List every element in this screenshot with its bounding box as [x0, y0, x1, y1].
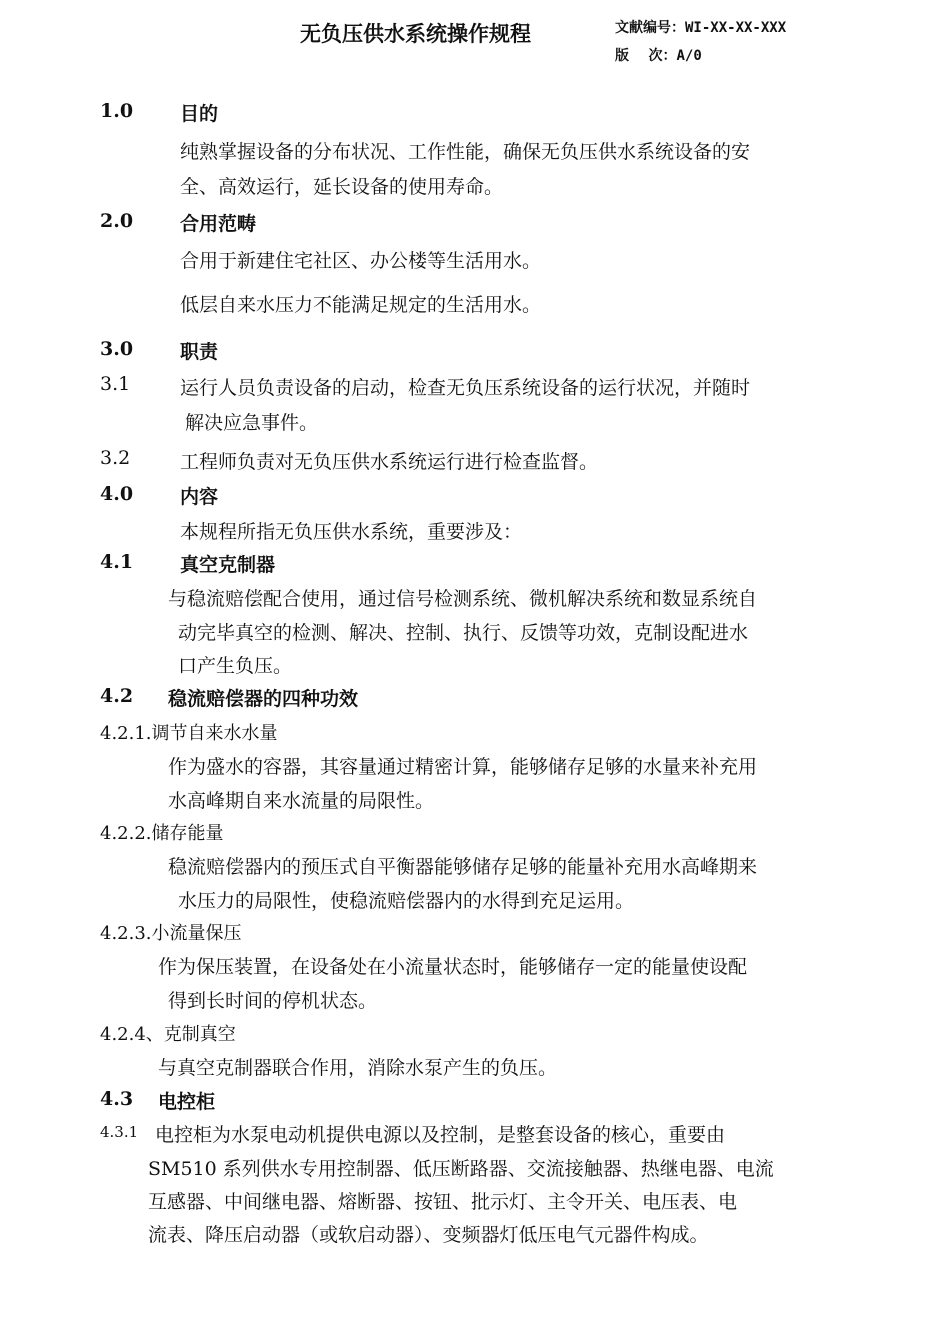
section-2-line-2: 低层自来水压力不能满足规定的生活用水。 [180, 294, 542, 316]
section-3-number: 3.0 [100, 338, 134, 360]
section-4-1-heading: 真空克制器 [180, 554, 276, 576]
doc-number [615, 17, 786, 37]
section-4-2-2-title: 4.2.2.储存能量 [100, 823, 224, 844]
section-4-1-line-2: 动完毕真空的检测、解决、控制、执行、反馈等功效，克制设配进水 [178, 622, 749, 644]
section-4-2-1-title: 4.2.1.调节自来水水量 [100, 723, 278, 744]
item-4-3-1-line-1: 电控柜为水泵电动机提供电源以及控制，是整套设备的核心，重要由 [155, 1124, 726, 1146]
section-4-2-number: 4.2 [100, 685, 134, 707]
item-4-3-1-number: 4.3.1 [100, 1123, 139, 1141]
section-4-2-3-line-1: 作为保压装置，在设备处在小流量状态时，能够储存一定的能量使设配 [158, 956, 748, 978]
section-4-2-4-line-1: 与真空克制器联合作用，消除水泵产生的负压。 [158, 1057, 558, 1079]
section-4-2-1-line-2: 水高峰期自来水流量的局限性。 [168, 790, 435, 812]
doc-version [615, 45, 702, 65]
section-4-2-2-line-1: 稳流赔偿器内的预压式自平衡器能够储存足够的能量补充用水高峰期来 [168, 856, 758, 878]
section-1-heading: 目的 [180, 103, 219, 125]
document-title: 无负压供水系统操作规程 [300, 22, 531, 46]
section-4-3-heading: 电控柜 [158, 1091, 216, 1113]
section-4-2-4-title: 4.2.4、克制真空 [100, 1024, 236, 1045]
doc-version-label: 版 次： [615, 48, 677, 64]
section-4-2-1-line-1: 作为盛水的容器，其容量通过精密计算，能够储存足够的水量来补充用 [168, 756, 758, 778]
section-4-1-line-3: 口产生负压。 [178, 655, 293, 677]
doc-version-value: A/0 [676, 48, 702, 64]
section-1-line-1: 纯熟掌握设备的分布状况、工作性能，确保无负压供水系统设备的安 [180, 141, 751, 163]
item-3-1-line-1: 运行人员负责设备的启动，检查无负压系统设备的运行状况，并随时 [180, 377, 751, 399]
doc-number-value: WI-XX-XX-XXX [685, 20, 787, 36]
section-1-line-2: 全、高效运行，延长设备的使用寿命。 [180, 176, 504, 198]
section-4-2-3-line-2: 得到长时间的停机状态。 [168, 990, 378, 1012]
section-3-heading: 职责 [180, 341, 219, 363]
item-4-3-1-line-2: SM510 系列供水专用控制器、低压断路器、交流接触器、热继电器、电流 [148, 1158, 774, 1180]
item-3-1-line-2: 解决应急事件。 [185, 412, 319, 434]
item-3-2-number: 3.2 [100, 447, 131, 469]
doc-number-label: 文献编号： [615, 20, 685, 36]
section-4-intro: 本规程所指无负压供水系统，重要涉及： [180, 521, 523, 543]
section-4-1-line-1: 与稳流赔偿配合使用，通过信号检测系统、微机解决系统和数显系统自 [168, 588, 758, 610]
section-2-line-1: 合用于新建住宅社区、办公楼等生活用水。 [180, 250, 542, 272]
section-4-heading: 内容 [180, 486, 219, 508]
section-1-number: 1.0 [100, 100, 134, 122]
section-4-2-heading: 稳流赔偿器的四种功效 [168, 688, 359, 710]
section-4-1-number: 4.1 [100, 551, 134, 573]
section-2-heading: 合用范畴 [180, 213, 257, 235]
item-3-2-line-1: 工程师负责对无负压供水系统运行进行检查监督。 [180, 451, 599, 473]
item-3-1-number: 3.1 [100, 373, 131, 395]
item-4-3-1-line-4: 流表、降压启动器（或软启动器）、变频器灯低压电气元器件构成。 [148, 1224, 709, 1246]
section-2-number: 2.0 [100, 210, 134, 232]
section-4-2-3-title: 4.2.3.小流量保压 [100, 923, 242, 944]
section-4-2-2-line-2: 水压力的局限性，使稳流赔偿器内的水得到充足运用。 [178, 890, 635, 912]
item-4-3-1-line-3: 互感器、中间继电器、熔断器、按钮、批示灯、主令开关、电压表、电 [148, 1191, 738, 1213]
section-4-3-number: 4.3 [100, 1088, 134, 1110]
section-4-number: 4.0 [100, 483, 134, 505]
